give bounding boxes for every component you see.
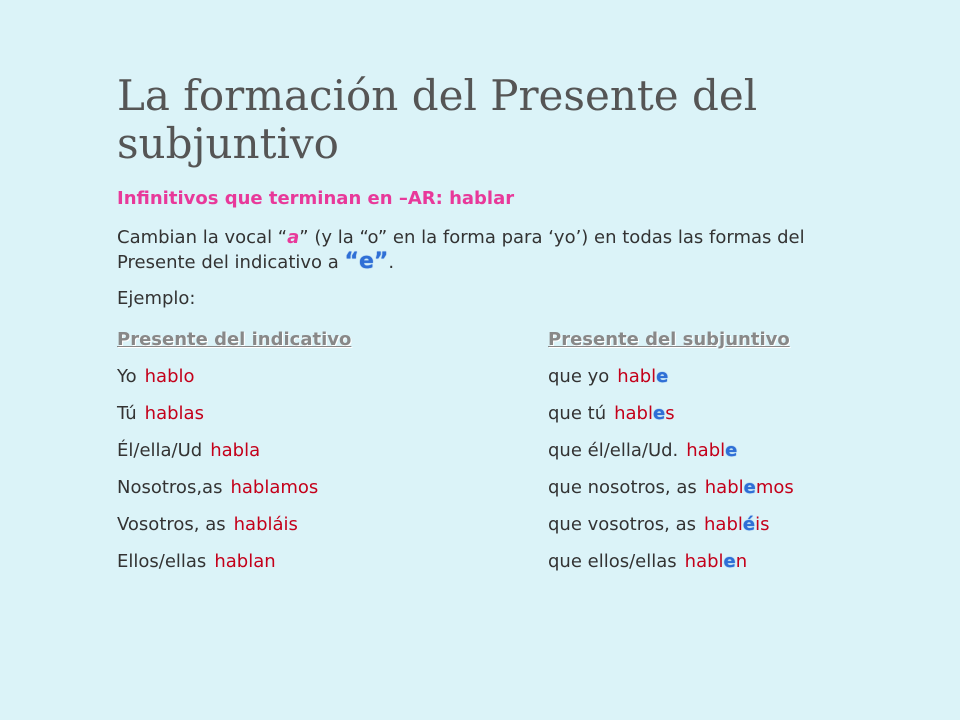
verb-ending: a bbox=[183, 403, 195, 424]
pronoun: que él/ella/Ud. bbox=[548, 440, 679, 461]
verb-ending: a bbox=[249, 440, 261, 461]
verb-form bbox=[704, 514, 769, 535]
verb-ending: a bbox=[269, 477, 281, 498]
pronoun: Ellos/ellas bbox=[117, 551, 207, 572]
subjuntivo-row bbox=[548, 358, 888, 395]
verb-stem: habl bbox=[686, 440, 726, 461]
pronoun: Nosotros,as bbox=[117, 477, 223, 498]
verb-form bbox=[686, 440, 737, 461]
subjuntivo-header: Presente del subjuntivo bbox=[548, 329, 790, 350]
indicativo-column bbox=[117, 328, 457, 580]
verb-suffix: mos bbox=[755, 477, 794, 498]
verb-form bbox=[145, 366, 195, 387]
slide-title: La formación del Presente del subjuntivo bbox=[117, 71, 758, 168]
verb-form bbox=[614, 403, 674, 424]
verb-ending: e bbox=[723, 551, 736, 572]
subjuntivo-column bbox=[548, 328, 888, 580]
vowel-a: a bbox=[287, 227, 300, 248]
verb-form bbox=[230, 477, 318, 498]
verb-stem: habl bbox=[144, 403, 184, 424]
verb-stem: habl bbox=[214, 551, 254, 572]
verb-ending: o bbox=[183, 366, 195, 387]
verb-suffix: n bbox=[264, 551, 276, 572]
verb-ending: á bbox=[272, 514, 284, 535]
verb-stem: habl bbox=[144, 366, 184, 387]
verb-stem: habl bbox=[704, 514, 743, 535]
subjuntivo-row bbox=[548, 432, 888, 469]
subjuntivo-row bbox=[548, 543, 888, 580]
subjuntivo-row bbox=[548, 506, 888, 543]
verb-stem: habl bbox=[684, 551, 724, 572]
verb-suffix: s bbox=[194, 403, 204, 424]
verb-form bbox=[234, 514, 298, 535]
verb-ending: e bbox=[725, 440, 738, 461]
pronoun: que ellos/ellas bbox=[548, 551, 677, 572]
description-part3: . bbox=[388, 252, 395, 273]
verb-ending: a bbox=[253, 551, 265, 572]
pronoun: que nosotros, as bbox=[548, 477, 697, 498]
description bbox=[117, 226, 857, 275]
indicativo-row bbox=[117, 506, 457, 543]
verb-stem: habl bbox=[210, 440, 250, 461]
verb-suffix: is bbox=[283, 514, 298, 535]
verb-form bbox=[705, 477, 794, 498]
ejemplo-label: Ejemplo: bbox=[117, 288, 196, 309]
verb-form bbox=[685, 551, 748, 572]
pronoun: Tú bbox=[117, 403, 137, 424]
pronoun: Yo bbox=[117, 366, 137, 387]
vowel-e: “e” bbox=[344, 249, 389, 274]
subjuntivo-row bbox=[548, 469, 888, 506]
indicativo-row bbox=[117, 469, 457, 506]
description-part1: Cambian la vocal “ bbox=[117, 227, 288, 248]
subtitle: Infinitivos que terminan en –AR: hablar bbox=[117, 188, 515, 209]
verb-ending: é bbox=[742, 514, 756, 535]
subjuntivo-row bbox=[548, 395, 888, 432]
verb-form bbox=[214, 551, 275, 572]
verb-ending: e bbox=[743, 477, 756, 498]
indicativo-row bbox=[117, 395, 457, 432]
pronoun: Él/ella/Ud bbox=[117, 440, 203, 461]
verb-stem: habl bbox=[704, 477, 744, 498]
indicativo-row bbox=[117, 432, 457, 469]
verb-stem: habl bbox=[233, 514, 273, 535]
verb-stem: habl bbox=[617, 366, 657, 387]
indicativo-row bbox=[117, 358, 457, 395]
pronoun: Vosotros, as bbox=[117, 514, 226, 535]
verb-suffix: mos bbox=[280, 477, 319, 498]
verb-form bbox=[145, 403, 204, 424]
pronoun: que vosotros, as bbox=[548, 514, 696, 535]
indicativo-row bbox=[117, 543, 457, 580]
verb-form bbox=[210, 440, 260, 461]
verb-suffix: s bbox=[665, 403, 675, 424]
pronoun: que tú bbox=[548, 403, 607, 424]
verb-suffix: n bbox=[735, 551, 748, 572]
verb-stem: habl bbox=[614, 403, 653, 424]
verb-ending: e bbox=[656, 366, 669, 387]
pronoun: que yo bbox=[548, 366, 610, 387]
verb-stem: habl bbox=[230, 477, 270, 498]
description-part2: ” (y la “o” en la forma para ‘yo’) en todas las formas del Presente del indicativo a bbox=[117, 227, 805, 273]
indicativo-header: Presente del indicativo bbox=[117, 329, 352, 350]
verb-suffix: is bbox=[755, 514, 770, 535]
verb-ending: e bbox=[652, 403, 666, 424]
verb-form bbox=[617, 366, 668, 387]
